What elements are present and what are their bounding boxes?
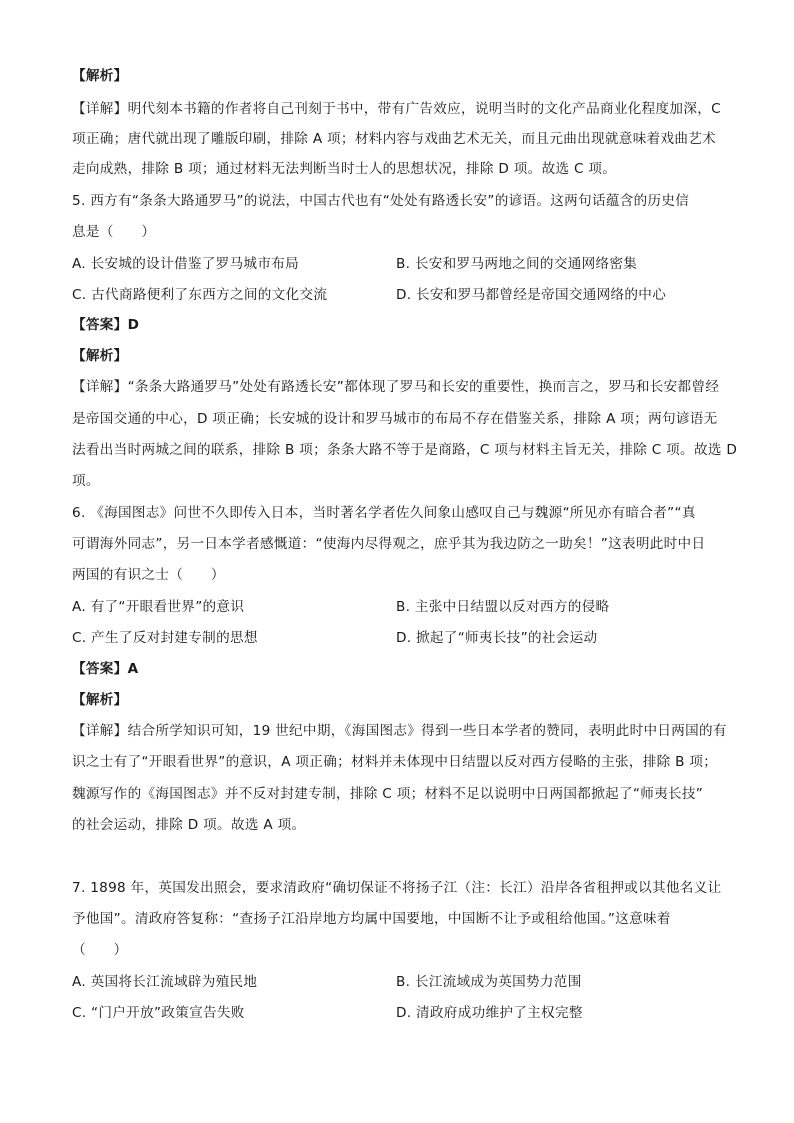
q5-detail-line-4: 项。 [72,473,100,489]
q7-option-a: A. 英国将长江流域辟为殖民地 [72,974,258,990]
q5-option-a: A. 长安城的设计借鉴了罗马城市布局 [72,256,300,272]
q5-option-c: C. 古代商路便利了东西方之间的文化交流 [72,287,328,303]
q7-stem-line-1: 7. 1898 年，英国发出照会，要求清政府“确切保证不将扬子江（注：长江）沿岸各省租押或以其他名义让 [72,880,722,896]
q6-answer: 【答案】A [72,661,139,677]
q6-detail-line-3: 魏源写作的《海国图志》并不反对封建专制，排除 C 项；材料不足以说明中日两国都掀起了“师夷长技” [72,786,704,802]
q6-stem-line-3: 两国的有识之士（ ） [72,567,225,583]
q7-stem-line-3: （ ） [72,942,128,958]
q4-detail-line-3: 走向成熟，排除 B 项；通过材料无法判断当时士人的思想状况，排除 D 项。故选 C 项。 [72,161,617,177]
q7-option-b: B. 长江流域成为英国势力范围 [396,974,582,990]
q7-option-d: D. 清政府成功维护了主权完整 [396,1005,583,1021]
q7-stem-line-2: 予他国”。清政府答复称：“查扬子江沿岸地方均属中国要地，中国断不让予或租给他国。”这意味着 [72,911,671,927]
q4-detail-line-2: 项正确；唐代就出现了雕版印刷，排除 A 项；材料内容与戏曲艺术无关，而且元曲出现就意味着戏曲艺术 [72,131,717,147]
q6-stem-line-2: 可谓海外同志”，另一日本学者感慨道：“使海内尽得观之，庶乎其为我边防之一助矣！”这表明此时中日 [72,536,706,552]
q5-option-d: D. 长安和罗马都曾经是帝国交通网络的中心 [396,287,667,303]
q5-detail-line-2: 是帝国交通的中心，D 项正确；长安城的设计和罗马城市的布局不存在借鉴关系，排除 A 项；两句谚语无 [72,411,718,427]
q5-answer: 【答案】D [72,317,140,333]
q5-option-b: B. 长安和罗马两地之间的交通网络密集 [396,256,638,272]
q4-analysis-label: 【解析】 [72,68,128,84]
q5-detail-line-1: 【详解】“条条大路通罗马”处处有路透长安”都体现了罗马和长安的重要性，换而言之，罗马和长安都曾经 [72,379,720,395]
q6-stem-line-1: 6. 《海国图志》问世不久即传入日本，当时著名学者佐久间象山感叹自己与魏源“所见亦有暗合者”“真 [72,505,696,521]
q6-option-a: A. 有了“开眼看世界”的意识 [72,599,245,615]
q5-detail-line-3: 法看出当时两城之间的联系，排除 B 项；条条大路不等于是商路，C 项与材料主旨无关，排除 C 项。故选 D [72,442,738,458]
q6-option-c: C. 产生了反对封建专制的思想 [72,630,258,646]
q4-detail-line-1: 【详解】明代刻本书籍的作者将自己刊刻于书中，带有广告效应，说明当时的文化产品商业化程度加深，C [72,101,721,117]
q6-option-d: D. 掀起了“师夷长技”的社会运动 [396,630,598,646]
q5-analysis-label: 【解析】 [72,348,128,364]
q7-option-c: C. “门户开放”政策宣告失败 [72,1005,245,1021]
q6-analysis-label: 【解析】 [72,692,128,708]
q6-detail-line-4: 的社会运动，排除 D 项。故选 A 项。 [72,817,306,833]
q5-stem-line-1: 5. 西方有“条条大路通罗马”的说法，中国古代也有“处处有路透长安”的谚语。这两句话蕴含的历史信 [72,193,690,209]
q6-option-b: B. 主张中日结盟以反对西方的侵略 [396,599,610,615]
q5-stem-line-2: 息是（ ） [72,224,156,240]
q6-detail-line-1: 【详解】结合所学知识可知，19 世纪中期，《海国图志》得到一些日本学者的赞同，表明此时中日两国的有 [72,723,727,739]
q6-detail-line-2: 识之士有了“开眼看世界”的意识，A 项正确；材料并未体现中日结盟以反对西方侵略的主张，排除 B 项； [72,754,718,770]
